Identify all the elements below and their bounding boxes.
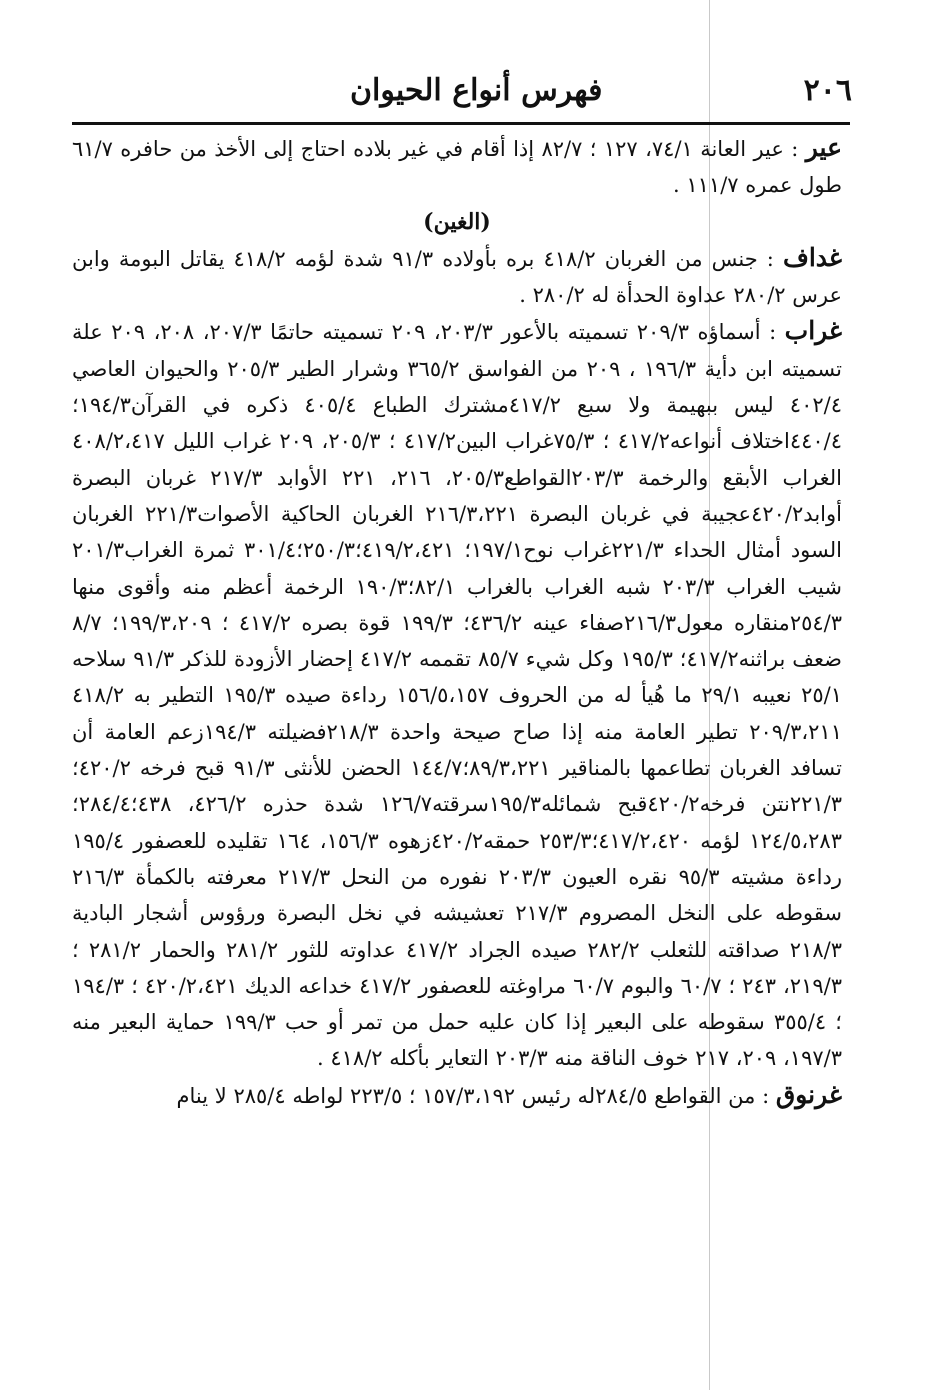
index-entry [72, 313, 842, 1076]
entry-text: : أسماؤه ٢٠٩/٣ تسميته بالأعور ٢٠٣/٣، ٢٠٩ تسميته حاتمًا ٢٠٧/٣، ٢٠٨، ٢٠٩ علة تسميته ابن دأية ١٩٦/٣ ، ٢٠٩ من الفواسق ٣٦٥/٢ وشرار الطير ٢٠٥/٣ والحيوان العاصي ٤٠٢/٤ ليس ببهيمة ولا سبع ٤١٧/٢مشترك الطباع ٤٠٥/٤ ذكره في القرآن١٩٤/٣؛ ٤٤٠/٤اختلاف أنواعه٤١٧/٢ ؛ ٧٥/٣غراب البين٤١٧/٢ ؛ ٢٠٥/٣، ٢٠٩ غراب الليل ٤٠٨/٢،٤١٧ الغراب الأبقع والرخمة ٢٠٣/٣القواطع٢٠٥/٣، ٢١٦، ٢٢١ الأوابد ٢١٧/٣ غربان البصرة أوابد٤٢٠/٢عجيبة في غربان البصرة ٢١٦/٣،٢٢١ الغربان الحاكية الأصوات٢٢١/٣ الغربان السود أمثال الحداء ٢٢١/٣غراب نوح١٩٧/١؛ ٤١٩/٢،٤٢١؛٢٥٠/٣؛٣٠١/٤ ثمرة الغراب٢٠١/٣ شيب الغراب ٢٠٣/٣ شبه الغراب بالغراب ٨٢/١؛١٩٠/٣ الرخمة أعظم منه وأقوى منها ٢٥٤/٣منقاره معول٢١٦/٣صفاء عينه ٤٣٦/٢؛ ١٩٩/٣ قوة بصره ٤١٧/٢ ؛ ١٩٩/٣،٢٠٩؛ ٨/٧ ضعف براثنه٤١٧/٢؛ ١٩٥/٣ وكل شيء ٨٥/٧ تقممه ٤١٧/٢ إحضار الأزودة للذكر ٩١/٣ سلاحه ٢٥/١ نعيبه ٢٩/١ ما هُيأ له من الحروف ١٥٦/٥،١٥٧ رداءة صيده ١٩٥/٣ التطير به ٤١٨/٢ ٢٠٩/٣،٢١١ تطير العامة منه إذا صاح صيحة واحدة ٢١٨/٣فضيلته ١٩٤/٣زعم العامة أن تسافد الغربان تطاعمها بالمناقير ٨٩/٣،٢٢١؛١٤٤/٧ الحضن للأنثى ٩١/٣ قبح فرخه ٤٢٠/٢؛٢٢١/٣نتن فرخه٤٢٠/٢قبح شمائله١٩٥/٣سرقته١٢٦/٧ شدة حذره ٤٢٦/٢، ٤٣٨؛٢٨٤/٤؛١٢٤/٥،٢٨٣ لؤمه ٤١٧/٢،٤٢٠؛٢٥٣/٣ حمقه٤٢٠/٢زهوه ١٥٦/٣، ١٦٤ تقليده للعصفور ١٩٥/٤ رداءة مشيته ٩٥/٣ نقره العيون ٢٠٣/٣ نفوره من النحل ٢١٧/٣ معرفته بالكمأة ٢١٦/٣ سقوطه على النخل المصروم ٢١٧/٣ تعشيشه في نخل البصرة ورؤوس أشجار البادية ٢١٨/٣ صداقته للثعلب ٢٨٢/٢ صيده الجراد ٤١٧/٢ عداوته للثور ٢٨١/٢ والحمار ٢٨١/٢ ؛ ٢١٩/٣، ٢٤٣ ؛ ٦٠/٧ والبوم ٦٠/٧ مراوغته للعصفور ٤١٧/٢ خداعه الديك ٤٢٠/٢،٤٢١ ؛ ١٩٤/٣ ؛ ٣٥٥/٤ سقوطه على البعير إذا كان عليه حمل من تمر أو حب ١٩٩/٣ حماية البعير منه ١٩٧/٣، ٢٠٩، ٢١٧ خوف الناقة منه ٢٠٣/٣ التعاير بأكله ٤١٨/٢ . [72, 320, 843, 1071]
entry-headword: غراب [784, 316, 843, 346]
entry-text: : جنس من الغربان ٤١٨/٢ بره بأولاده ٩١/٣ شدة لؤمه ٤١٨/٢ يقاتل البومة وابن عرس ٢٨٠/٢ عداوة الحدأة له ٢٨٠/٢ . [72, 246, 842, 308]
entry-headword: عير [805, 133, 843, 162]
page-number: ٢٠٦ [803, 72, 852, 108]
section-heading: (الغين) [423, 208, 491, 235]
entry-text: : عير العانة ٧٤/١، ١٢٧ ؛ ٨٢/٧ إذا أقام في غير بلاده احتاج إلى الأخذ من حافره ٦١/٧ طول عمره ١١١/٧ . [72, 137, 842, 198]
header-rule [72, 122, 850, 125]
entry-headword: غداف [782, 242, 842, 272]
index-entry [72, 240, 842, 314]
index-body [72, 130, 842, 1114]
entry-text: : من القواطع ٢٨٤/٥له رئيس ١٥٧/٣،١٩٢ ؛ ٢٢٣/٥ لواطه ٢٨٥/٤ لا ينام [176, 1083, 770, 1108]
index-entry [72, 130, 842, 204]
index-entry [72, 1077, 842, 1114]
entry-headword: غرنوق [775, 1079, 842, 1109]
page-header [70, 62, 852, 118]
running-title: فهرس أنواع الحيوان [350, 72, 603, 108]
